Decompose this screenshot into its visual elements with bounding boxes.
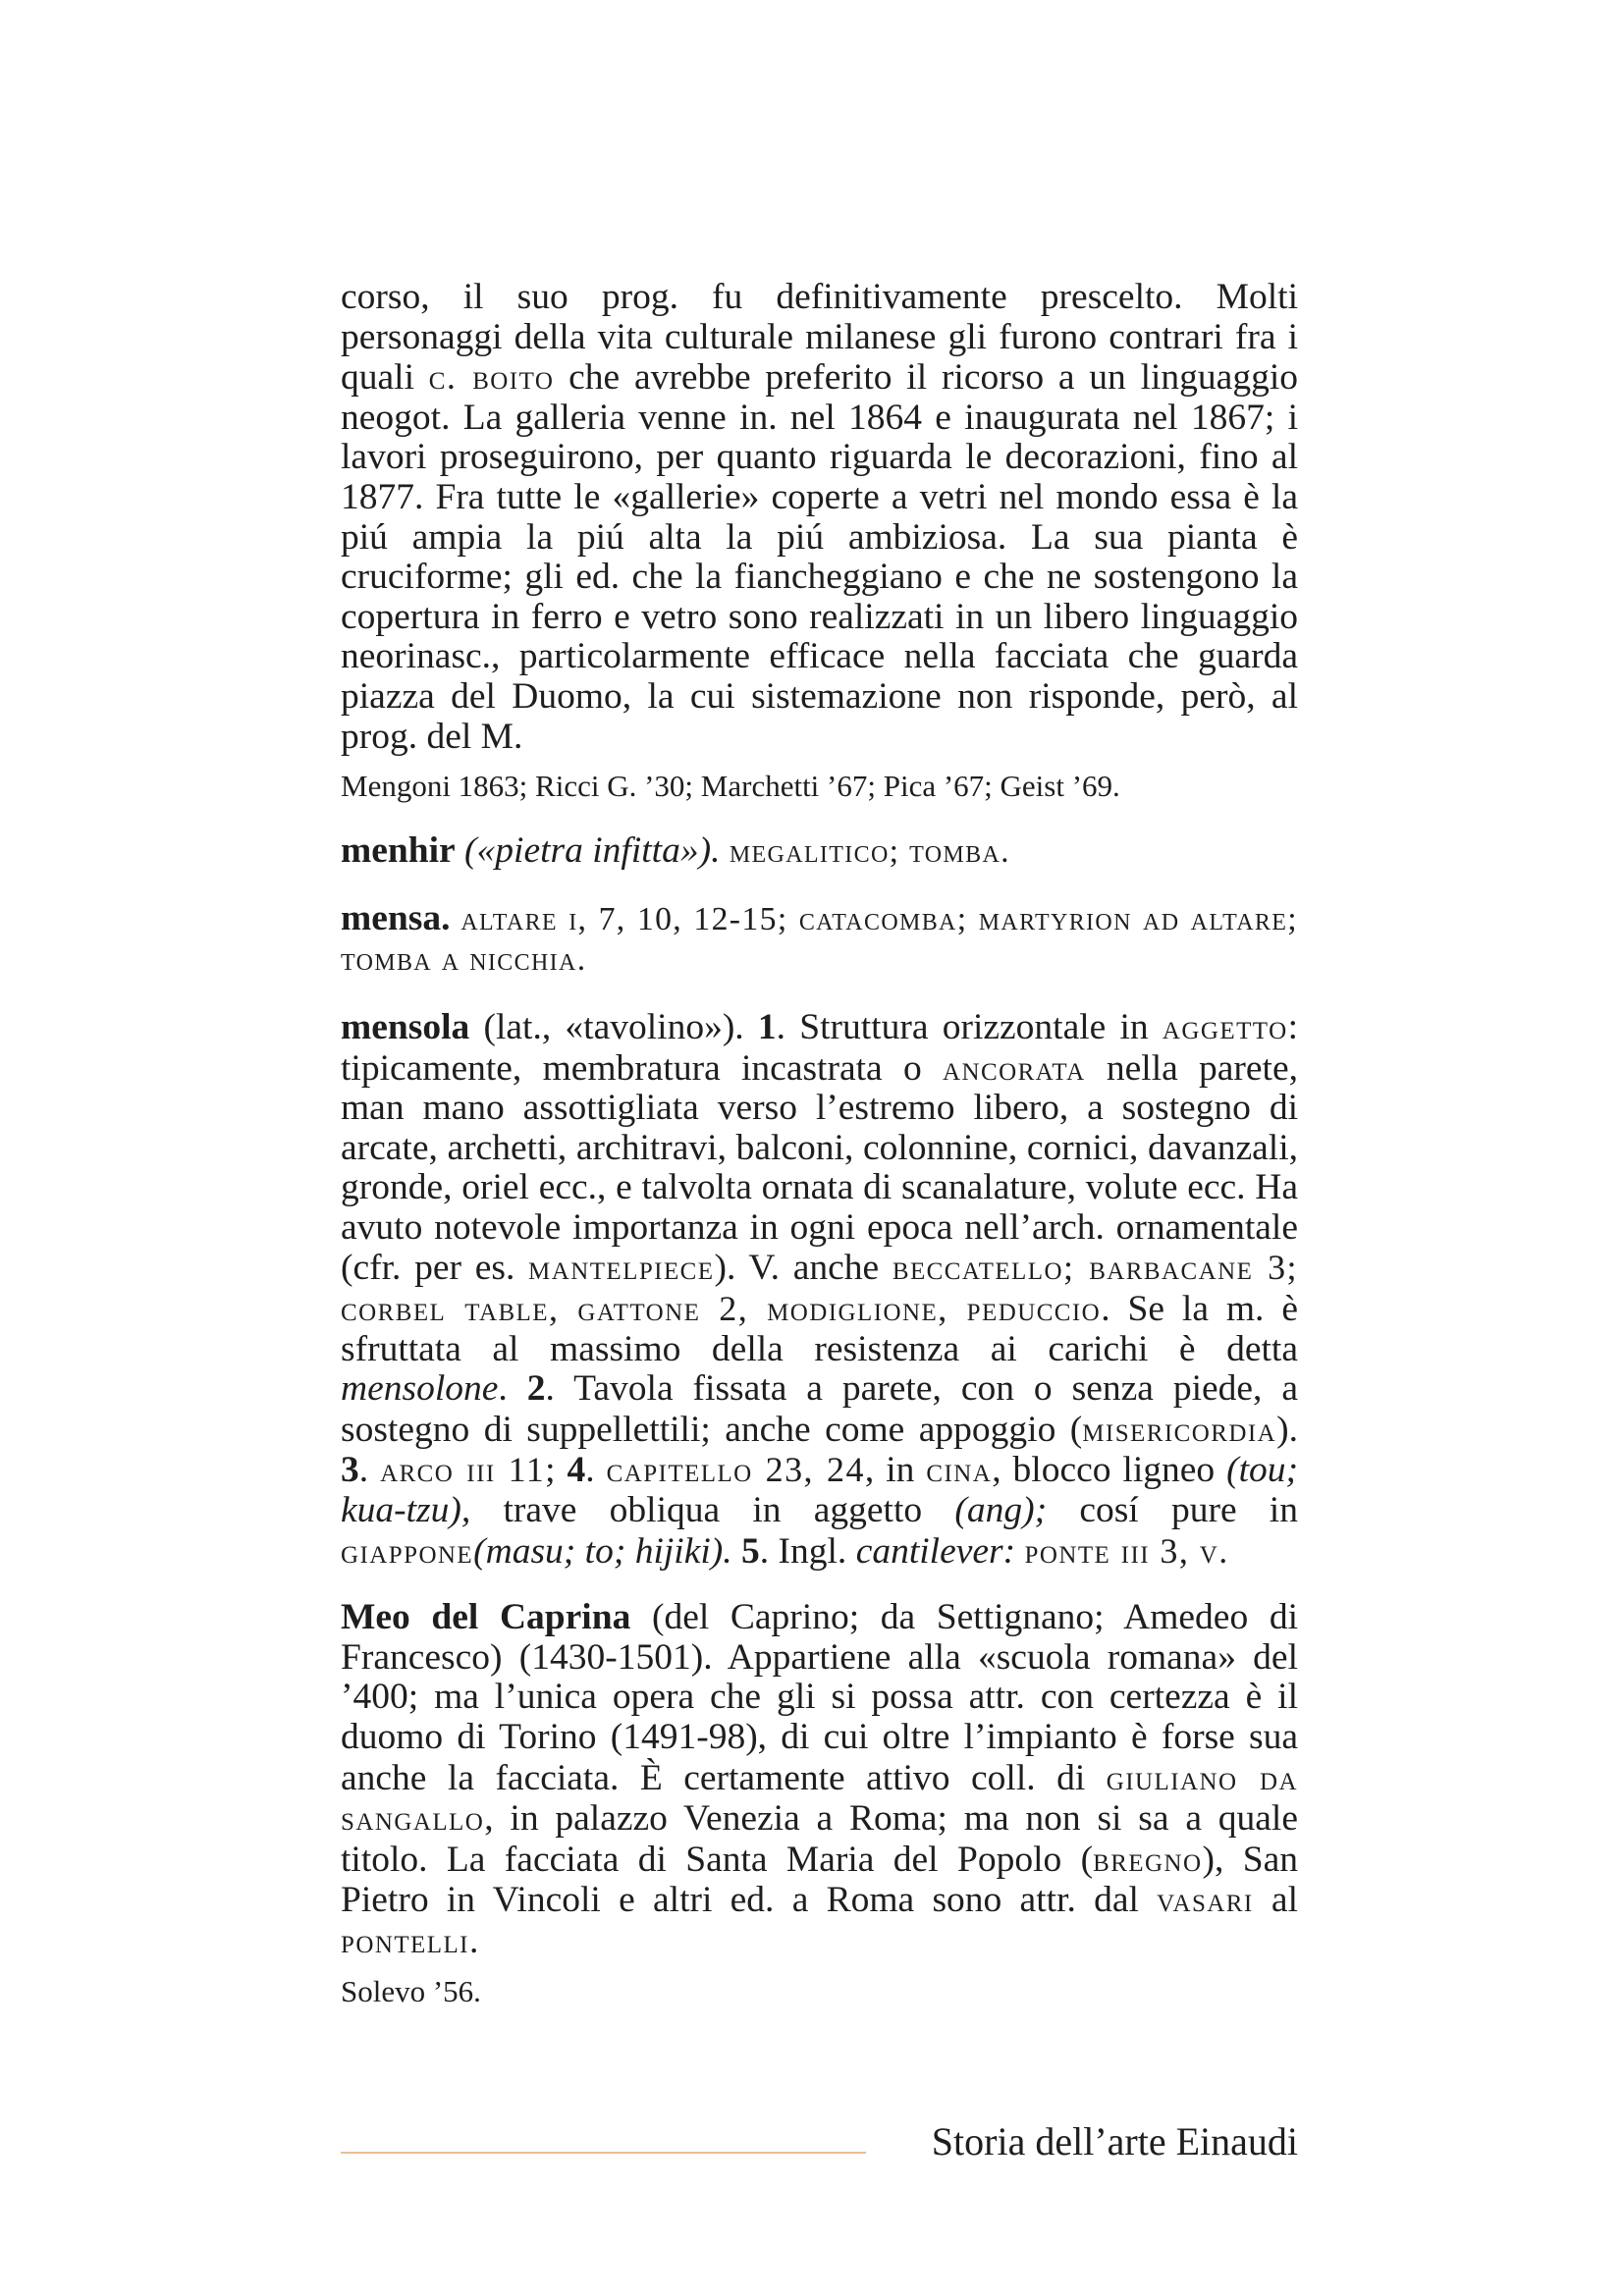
cross-ref: capitello 23, 24 [606,1450,865,1490]
entry-meo-del-caprina: Meo del Caprina (del Caprino; da Settignano; Amedeo di Francesco) (1430-1501). Appartiene alla «scuola romana» del ’400; ma l’unica opera che gli si possa attr. con certezza è il duomo di Torino (1491-98), di cui oltre l’impianto è forse sua anche la facciata. È certamente attivo coll. di giuliano da sangallo, in palazzo Venezia a Roma; ma non si sa a quale titolo. La facciata di Santa Maria del Popolo (bregno), San Pietro in Vincoli e altri ed. a Roma sono attr. dal vasari al pontelli. [341,1597,1298,1961]
footer-title: Storia dell’arte Einaudi [931,2119,1298,2163]
page-content [341,278,1298,2010]
cross-ref: pontelli [341,1920,469,1960]
entry-menhir [341,831,1298,873]
footer [341,2118,1298,2177]
headword-meo-del-caprina: Meo del Caprina [341,1597,631,1638]
headword-mensola: mensola [341,1006,470,1047]
italic-term: (masu; to; hijiki). [473,1530,732,1572]
cross-ref: ponte iii 3, v. [1024,1530,1229,1571]
cross-ref-boito: c. boito [428,357,555,398]
headword-menhir: menhir [341,830,456,872]
cross-ref: bregno [1093,1839,1203,1879]
entry-mensa [341,899,1298,981]
sense-number: 4 [567,1450,586,1491]
cross-ref: vasari [1157,1880,1254,1920]
sense-number: 2 [526,1368,546,1410]
cross-ref: ancorata [942,1047,1086,1088]
cross-ref: cina [926,1450,993,1490]
sense-number: 3 [341,1450,359,1491]
bibliography-meo: Solevo ’56. [341,1973,481,2008]
cross-ref: arco iii 11 [380,1450,546,1490]
italic-term: (tou; kua-tzu), [341,1450,1299,1531]
sense-number: 1 [757,1006,777,1047]
headword-mensa: mensa. [341,897,451,938]
galleria-continuation-text: corso, il suo prog. fu definitivamente prescelto. Molti personaggi della vita culturale milanese gli furono contrari fra i quali c. boito che avrebbe preferito il ricorso a un linguaggio neogot. La galleria venne in. nel 1864 e inaugurata nel 1867; i lavori proseguirono, per quanto riguarda le decorazioni, fino al 1877. Fra tutte le «gallerie» coperte a vetri nel mondo essa è la piú ampia la piú alta la piú ambiziosa. La sua pianta è cruciforme; gli ed. che la fiancheggiano e che ne sostengono la copertura in ferro e vetro sono realizzati in un libero linguaggio neorinasc., particolarmente efficace nella facciata che guarda piazza del Duomo, la cui sistemazione non risponde, però, al prog. del M. [341,277,1298,757]
sense-number: 5 [741,1530,760,1572]
entry-mensola: mensola (lat., «tavolino»). 1. Struttura orizzontale in aggetto: tipicamente, membratura incastrata o ancorata nella parete, man mano assottigliata verso l’estremo libero, a sostegno di arcate, archetti, architravi, balconi, colonnine, cornici, davanzali, gronde, oriel ecc., e talvolta ornata di scanalature, volute ecc. Ha avuto notevole importanza in ogni epoca nell’arch. ornamentale (cfr. per es. mantelpiece). V. anche beccatello; barbacane 3; corbel table, gattone 2, modiglione, peduccio. Se la m. è sfruttata al massimo della resistenza ai carichi è detta mensolone. 2. Tavola fissata a parete, con o senza piede, a sostegno di suppellettili; anche come appoggio (misericordia). 3. arco iii 11; 4. capitello 23, 24, in cina, blocco ligneo (tou; kua-tzu), trave obliqua in aggetto (ang); cosí pure in giappone(masu; to; hijiki). 5. Ingl. cantilever: ponte iii 3, v. [341,1006,1299,1572]
cross-ref: giuliano da sangallo [341,1757,1298,1839]
italic-term: cantilever: [855,1530,1016,1572]
gloss-menhir: («pietra infitta»). [464,830,721,872]
cross-ref: giappone [341,1530,474,1571]
cross-ref: beccatello; barbacane 3; corbel table, gattone 2, modiglione, peduccio [341,1248,1298,1329]
bibliography-mengoni: Mengoni 1863; Ricci G. ’30; Marchetti ’67; Pica ’67; Geist ’69. [341,769,1120,804]
cross-ref: aggetto [1162,1006,1288,1046]
cross-ref: misericordia [1082,1409,1277,1449]
italic-term: (ang); [954,1490,1048,1531]
cross-refs-mensa: altare i, 7, 10, 12-15; catacomba; martyrion ad altare; tomba a nicchia. [341,900,1298,979]
cross-refs-menhir: megalitico; tomba. [729,833,1010,871]
footer-rule [341,2152,866,2154]
italic-term: mensolone [341,1368,499,1410]
cross-ref: mantelpiece [528,1248,715,1288]
